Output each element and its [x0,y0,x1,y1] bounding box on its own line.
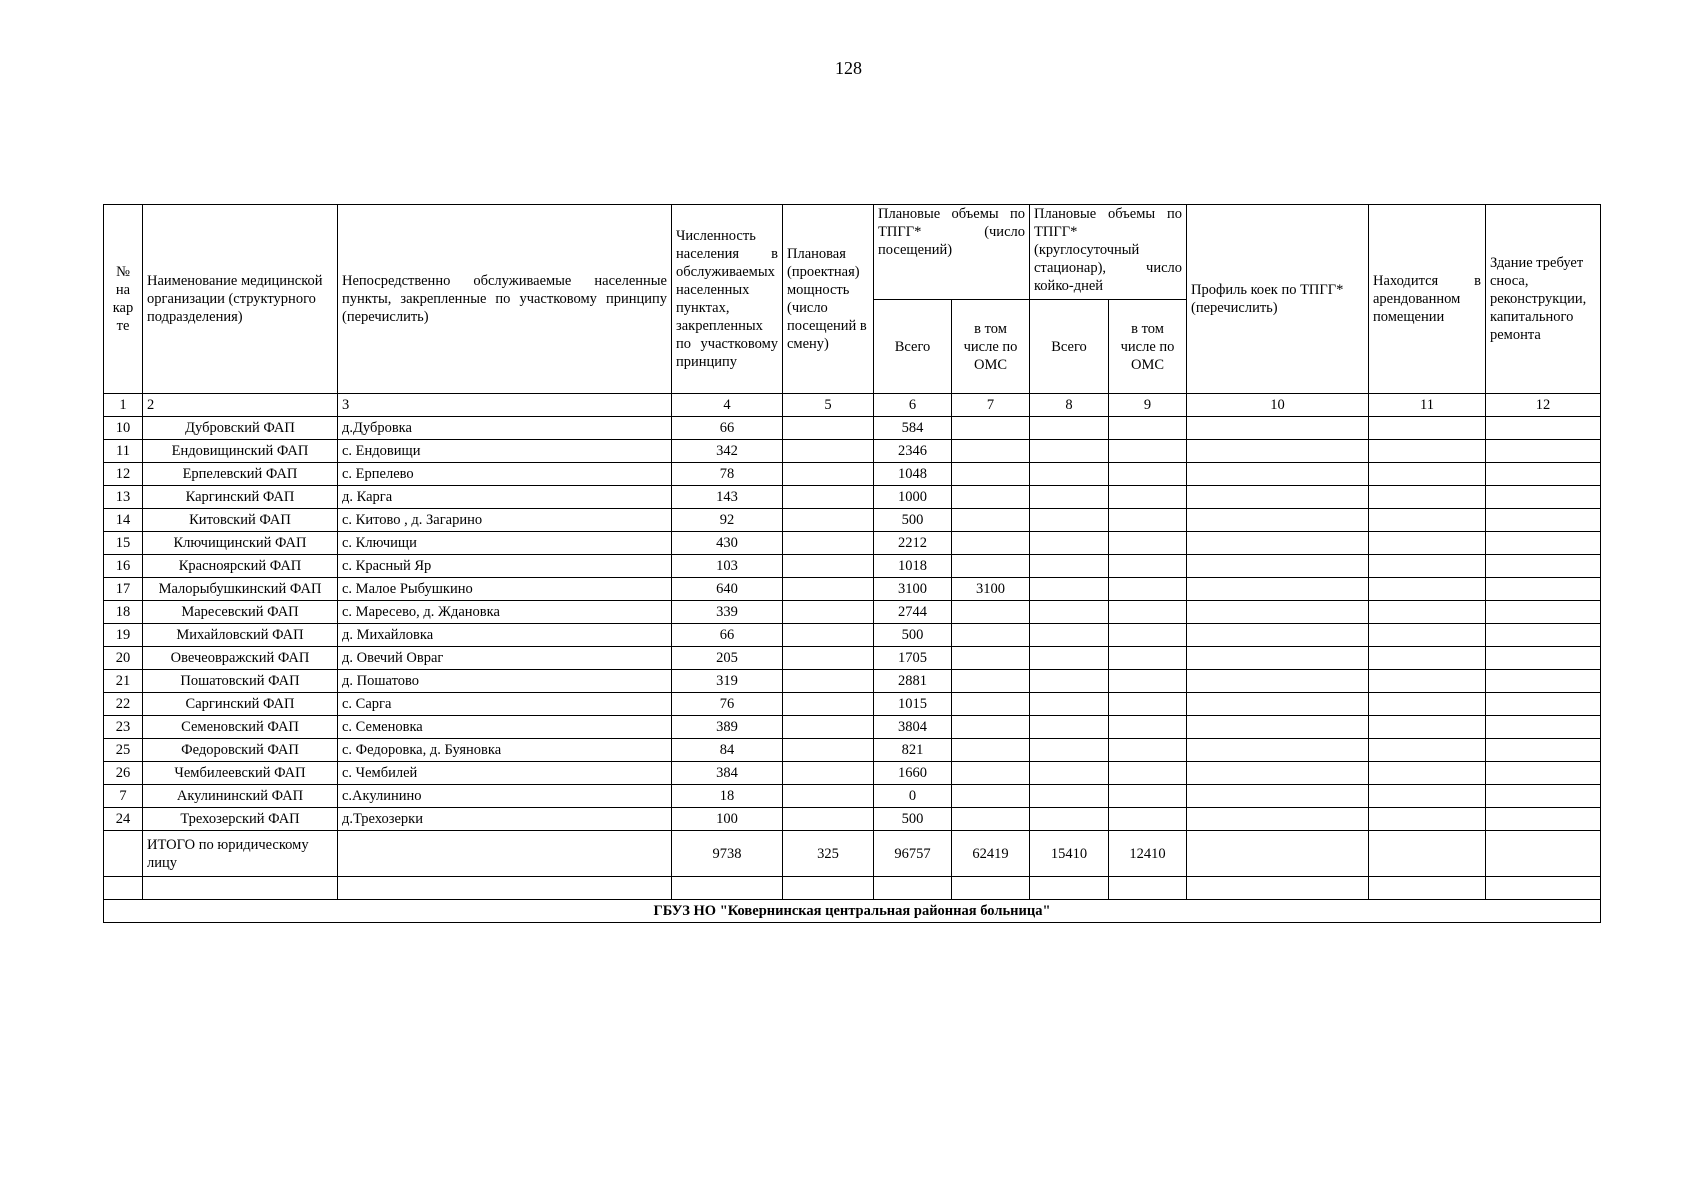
population-cell: 339 [672,601,783,624]
row-number-cell: 22 [104,693,143,716]
beds-total-cell [1030,624,1109,647]
beds-oms-cell [1109,440,1187,463]
table-row [104,601,1601,624]
organization-name-cell: Михайловский ФАП [143,624,338,647]
organization-name-cell: Федоровский ФАП [143,739,338,762]
capacity-cell [783,486,874,509]
capacity-cell [783,716,874,739]
column-number: 1 [104,394,143,417]
header-organization: Наименование медицинской организации (структурного подразделения) [143,205,338,394]
blank-row [104,877,1601,900]
bed-profile-cell [1187,532,1369,555]
header-beds-oms: в том числе по ОМС [1109,300,1187,394]
rented-cell [1369,532,1486,555]
capacity-cell [783,463,874,486]
table-row [104,647,1601,670]
column-number: 12 [1486,394,1601,417]
rented-cell [1369,739,1486,762]
visits-oms-cell [952,785,1030,808]
capacity-cell [783,693,874,716]
rented-cell [1369,509,1486,532]
organization-name-cell: Дубровский ФАП [143,417,338,440]
row-number-cell: 13 [104,486,143,509]
bed-profile-cell [1187,739,1369,762]
visits-oms-cell [952,693,1030,716]
beds-total-cell [1030,440,1109,463]
beds-total-cell [1030,417,1109,440]
organization-name-cell: Саргинский ФАП [143,693,338,716]
visits-oms-cell [952,417,1030,440]
repair-needed-cell [1486,532,1601,555]
bed-profile-cell [1187,716,1369,739]
table-row [104,785,1601,808]
facilities-table [103,204,1601,923]
visits-total-cell: 1705 [874,647,952,670]
row-number-cell: 26 [104,762,143,785]
beds-oms-cell [1109,624,1187,647]
table-row [104,486,1601,509]
organization-name-cell: Малорыбушкинский ФАП [143,578,338,601]
repair-needed-cell [1486,417,1601,440]
total-number-cell [104,831,143,877]
row-number-cell: 10 [104,417,143,440]
bed-profile-cell [1187,762,1369,785]
beds-oms-cell [1109,785,1187,808]
visits-total-cell: 1660 [874,762,952,785]
repair-needed-cell [1486,555,1601,578]
visits-total-cell: 500 [874,624,952,647]
bed-profile-cell [1187,785,1369,808]
row-number-cell: 16 [104,555,143,578]
visits-oms-cell [952,601,1030,624]
row-number-cell: 11 [104,440,143,463]
header-bed-profile: Профиль коек по ТПГГ* (перечислить) [1187,205,1369,394]
total-settlements-cell [338,831,672,877]
section-row [104,900,1601,923]
total-capacity: 325 [783,831,874,877]
total-label: ИТОГО по юридическому лицу [143,831,338,877]
total-row [104,831,1601,877]
column-number: 4 [672,394,783,417]
population-cell: 76 [672,693,783,716]
population-cell: 389 [672,716,783,739]
visits-total-cell: 584 [874,417,952,440]
header-settlements: Непосредственно обслуживаемые населенные пункты, закрепленные по участковому принципу (перечислить) [338,205,672,394]
table-row [104,578,1601,601]
population-cell: 92 [672,509,783,532]
visits-total-cell: 1000 [874,486,952,509]
rented-cell [1369,578,1486,601]
bed-profile-cell [1187,647,1369,670]
population-cell: 640 [672,578,783,601]
bed-profile-cell [1187,463,1369,486]
population-cell: 18 [672,785,783,808]
repair-needed-cell [1486,693,1601,716]
header-visits-oms: в том числе по ОМС [952,300,1030,394]
repair-needed-cell [1486,440,1601,463]
organization-name-cell: Маресевский ФАП [143,601,338,624]
row-number-cell: 19 [104,624,143,647]
table-row [104,739,1601,762]
settlements-cell: с. Федоровка, д. Буяновка [338,739,672,762]
repair-needed-cell [1486,785,1601,808]
rented-cell [1369,808,1486,831]
visits-oms-cell [952,509,1030,532]
rented-cell [1369,463,1486,486]
bed-profile-cell [1187,578,1369,601]
settlements-cell: с. Семеновка [338,716,672,739]
visits-total-cell: 821 [874,739,952,762]
repair-needed-cell [1486,463,1601,486]
rented-cell [1369,716,1486,739]
table-row [104,762,1601,785]
table-row [104,463,1601,486]
column-numbers-row [104,394,1601,417]
header-visits-total: Всего [874,300,952,394]
visits-oms-cell: 3100 [952,578,1030,601]
repair-needed-cell [1486,716,1601,739]
population-cell: 100 [672,808,783,831]
capacity-cell [783,670,874,693]
bed-profile-cell [1187,670,1369,693]
header-rented: Находится в арендованном помещении [1369,205,1486,394]
beds-oms-cell [1109,417,1187,440]
total-beds-oms: 12410 [1109,831,1187,877]
visits-total-cell: 2881 [874,670,952,693]
population-cell: 384 [672,762,783,785]
column-number: 11 [1369,394,1486,417]
table-row [104,808,1601,831]
visits-total-cell: 2744 [874,601,952,624]
table-row [104,555,1601,578]
visits-total-cell: 500 [874,808,952,831]
population-cell: 342 [672,440,783,463]
row-number-cell: 24 [104,808,143,831]
column-number: 6 [874,394,952,417]
rented-cell [1369,624,1486,647]
organization-name-cell: Ендовищинский ФАП [143,440,338,463]
beds-total-cell [1030,509,1109,532]
table-row [104,509,1601,532]
capacity-cell [783,739,874,762]
visits-oms-cell [952,762,1030,785]
bed-profile-cell [1187,808,1369,831]
capacity-cell [783,624,874,647]
beds-oms-cell [1109,601,1187,624]
organization-name-cell: Семеновский ФАП [143,716,338,739]
visits-total-cell: 1018 [874,555,952,578]
beds-oms-cell [1109,578,1187,601]
rented-cell [1369,555,1486,578]
beds-oms-cell [1109,555,1187,578]
organization-name-cell: Овечеовражский ФАП [143,647,338,670]
row-number-cell: 21 [104,670,143,693]
beds-oms-cell [1109,509,1187,532]
organization-name-cell: Ключищинский ФАП [143,532,338,555]
organization-name-cell: Ерпелевский ФАП [143,463,338,486]
settlements-cell: с. Маресево, д. Ждановка [338,601,672,624]
bed-profile-cell [1187,555,1369,578]
beds-total-cell [1030,486,1109,509]
repair-needed-cell [1486,739,1601,762]
rented-cell [1369,670,1486,693]
settlements-cell: с. Чембилей [338,762,672,785]
population-cell: 78 [672,463,783,486]
column-number: 8 [1030,394,1109,417]
row-number-cell: 18 [104,601,143,624]
beds-oms-cell [1109,693,1187,716]
table-row [104,532,1601,555]
total-beds-total: 15410 [1030,831,1109,877]
settlements-cell: с. Сарга [338,693,672,716]
organization-name-cell: Пошатовский ФАП [143,670,338,693]
beds-total-cell [1030,555,1109,578]
visits-oms-cell [952,739,1030,762]
column-number: 5 [783,394,874,417]
visits-oms-cell [952,670,1030,693]
settlements-cell: д.Трехозерки [338,808,672,831]
table-body [104,417,1601,923]
bed-profile-cell [1187,693,1369,716]
population-cell: 430 [672,532,783,555]
repair-needed-cell [1486,670,1601,693]
table-row [104,670,1601,693]
repair-needed-cell [1486,578,1601,601]
rented-cell [1369,417,1486,440]
column-number: 3 [338,394,672,417]
header-beds-volume: Плановые объемы по ТПГГ* (круглосуточный стационар), число койко-дней [1030,205,1187,300]
population-cell: 205 [672,647,783,670]
settlements-cell: с. Ендовищи [338,440,672,463]
table-header [104,205,1601,417]
visits-oms-cell [952,532,1030,555]
rented-cell [1369,693,1486,716]
organization-name-cell: Чембилеевский ФАП [143,762,338,785]
capacity-cell [783,509,874,532]
header-repair: Здание требует сноса, реконструкции, капитального ремонта [1486,205,1601,394]
organization-name-cell: Красноярский ФАП [143,555,338,578]
organization-name-cell: Трехозерский ФАП [143,808,338,831]
table-row [104,440,1601,463]
settlements-cell: с. Красный Яр [338,555,672,578]
visits-total-cell: 3100 [874,578,952,601]
capacity-cell [783,647,874,670]
visits-oms-cell [952,716,1030,739]
capacity-cell [783,762,874,785]
row-number-cell: 20 [104,647,143,670]
capacity-cell [783,555,874,578]
visits-total-cell: 1015 [874,693,952,716]
header-capacity: Плановая (проектная) мощность (число посещений в смену) [783,205,874,394]
visits-oms-cell [952,486,1030,509]
capacity-cell [783,417,874,440]
settlements-cell: д.Дубровка [338,417,672,440]
beds-total-cell [1030,532,1109,555]
beds-oms-cell [1109,762,1187,785]
population-cell: 66 [672,624,783,647]
bed-profile-cell [1187,417,1369,440]
beds-oms-cell [1109,716,1187,739]
row-number-cell: 23 [104,716,143,739]
capacity-cell [783,808,874,831]
bed-profile-cell [1187,601,1369,624]
repair-needed-cell [1486,486,1601,509]
population-cell: 66 [672,417,783,440]
visits-oms-cell [952,463,1030,486]
beds-total-cell [1030,785,1109,808]
population-cell: 103 [672,555,783,578]
capacity-cell [783,785,874,808]
visits-total-cell: 2346 [874,440,952,463]
column-number: 7 [952,394,1030,417]
table-row [104,693,1601,716]
total-empty-cell [1369,831,1486,877]
column-number: 9 [1109,394,1187,417]
bed-profile-cell [1187,486,1369,509]
repair-needed-cell [1486,647,1601,670]
section-title: ГБУЗ НО "Ковернинская центральная районная больница" [104,900,1601,923]
beds-total-cell [1030,463,1109,486]
repair-needed-cell [1486,808,1601,831]
settlements-cell: с. Ключищи [338,532,672,555]
visits-oms-cell [952,555,1030,578]
table-row [104,624,1601,647]
page-number: 128 [835,58,862,78]
beds-oms-cell [1109,532,1187,555]
visits-total-cell: 1048 [874,463,952,486]
capacity-cell [783,532,874,555]
rented-cell [1369,762,1486,785]
beds-oms-cell [1109,739,1187,762]
beds-oms-cell [1109,486,1187,509]
beds-total-cell [1030,693,1109,716]
settlements-cell: д. Михайловка [338,624,672,647]
column-number: 2 [143,394,338,417]
population-cell: 143 [672,486,783,509]
row-number-cell: 7 [104,785,143,808]
repair-needed-cell [1486,762,1601,785]
organization-name-cell: Каргинский ФАП [143,486,338,509]
organization-name-cell: Акулининский ФАП [143,785,338,808]
table-row [104,716,1601,739]
repair-needed-cell [1486,601,1601,624]
beds-oms-cell [1109,647,1187,670]
beds-oms-cell [1109,808,1187,831]
row-number-cell: 25 [104,739,143,762]
bed-profile-cell [1187,440,1369,463]
beds-total-cell [1030,762,1109,785]
visits-oms-cell [952,440,1030,463]
beds-total-cell [1030,601,1109,624]
bed-profile-cell [1187,624,1369,647]
repair-needed-cell [1486,509,1601,532]
visits-oms-cell [952,808,1030,831]
settlements-cell: с. Китово , д. Загарино [338,509,672,532]
visits-total-cell: 500 [874,509,952,532]
beds-total-cell [1030,578,1109,601]
beds-oms-cell [1109,670,1187,693]
organization-name-cell: Китовский ФАП [143,509,338,532]
beds-oms-cell [1109,463,1187,486]
rented-cell [1369,440,1486,463]
bed-profile-cell [1187,509,1369,532]
population-cell: 84 [672,739,783,762]
beds-total-cell [1030,647,1109,670]
settlements-cell: с. Малое Рыбушкино [338,578,672,601]
total-visits-total: 96757 [874,831,952,877]
row-number-cell: 17 [104,578,143,601]
row-number-cell: 12 [104,463,143,486]
settlements-cell: с.Акулинино [338,785,672,808]
rented-cell [1369,785,1486,808]
capacity-cell [783,440,874,463]
header-population: Численность населения в обслуживаемых населенных пунктах, закрепленных по участковому принципу [672,205,783,394]
row-number-cell: 14 [104,509,143,532]
header-number: № на кар те [104,205,143,394]
rented-cell [1369,601,1486,624]
column-number: 10 [1187,394,1369,417]
visits-total-cell: 0 [874,785,952,808]
capacity-cell [783,578,874,601]
beds-total-cell [1030,739,1109,762]
beds-total-cell [1030,808,1109,831]
settlements-cell: д. Пошатово [338,670,672,693]
total-empty-cell [1187,831,1369,877]
repair-needed-cell [1486,624,1601,647]
visits-oms-cell [952,647,1030,670]
beds-total-cell [1030,670,1109,693]
rented-cell [1369,486,1486,509]
row-number-cell: 15 [104,532,143,555]
header-visits-volume: Плановые объемы по ТПГГ* (число посещений) [874,205,1030,300]
settlements-cell: с. Ерпелево [338,463,672,486]
settlements-cell: д. Овечий Овраг [338,647,672,670]
header-beds-total: Всего [1030,300,1109,394]
visits-oms-cell [952,624,1030,647]
rented-cell [1369,647,1486,670]
capacity-cell [783,601,874,624]
total-visits-oms: 62419 [952,831,1030,877]
population-cell: 319 [672,670,783,693]
visits-total-cell: 3804 [874,716,952,739]
visits-total-cell: 2212 [874,532,952,555]
beds-total-cell [1030,716,1109,739]
settlements-cell: д. Карга [338,486,672,509]
table-row [104,417,1601,440]
total-empty-cell [1486,831,1601,877]
total-population: 9738 [672,831,783,877]
